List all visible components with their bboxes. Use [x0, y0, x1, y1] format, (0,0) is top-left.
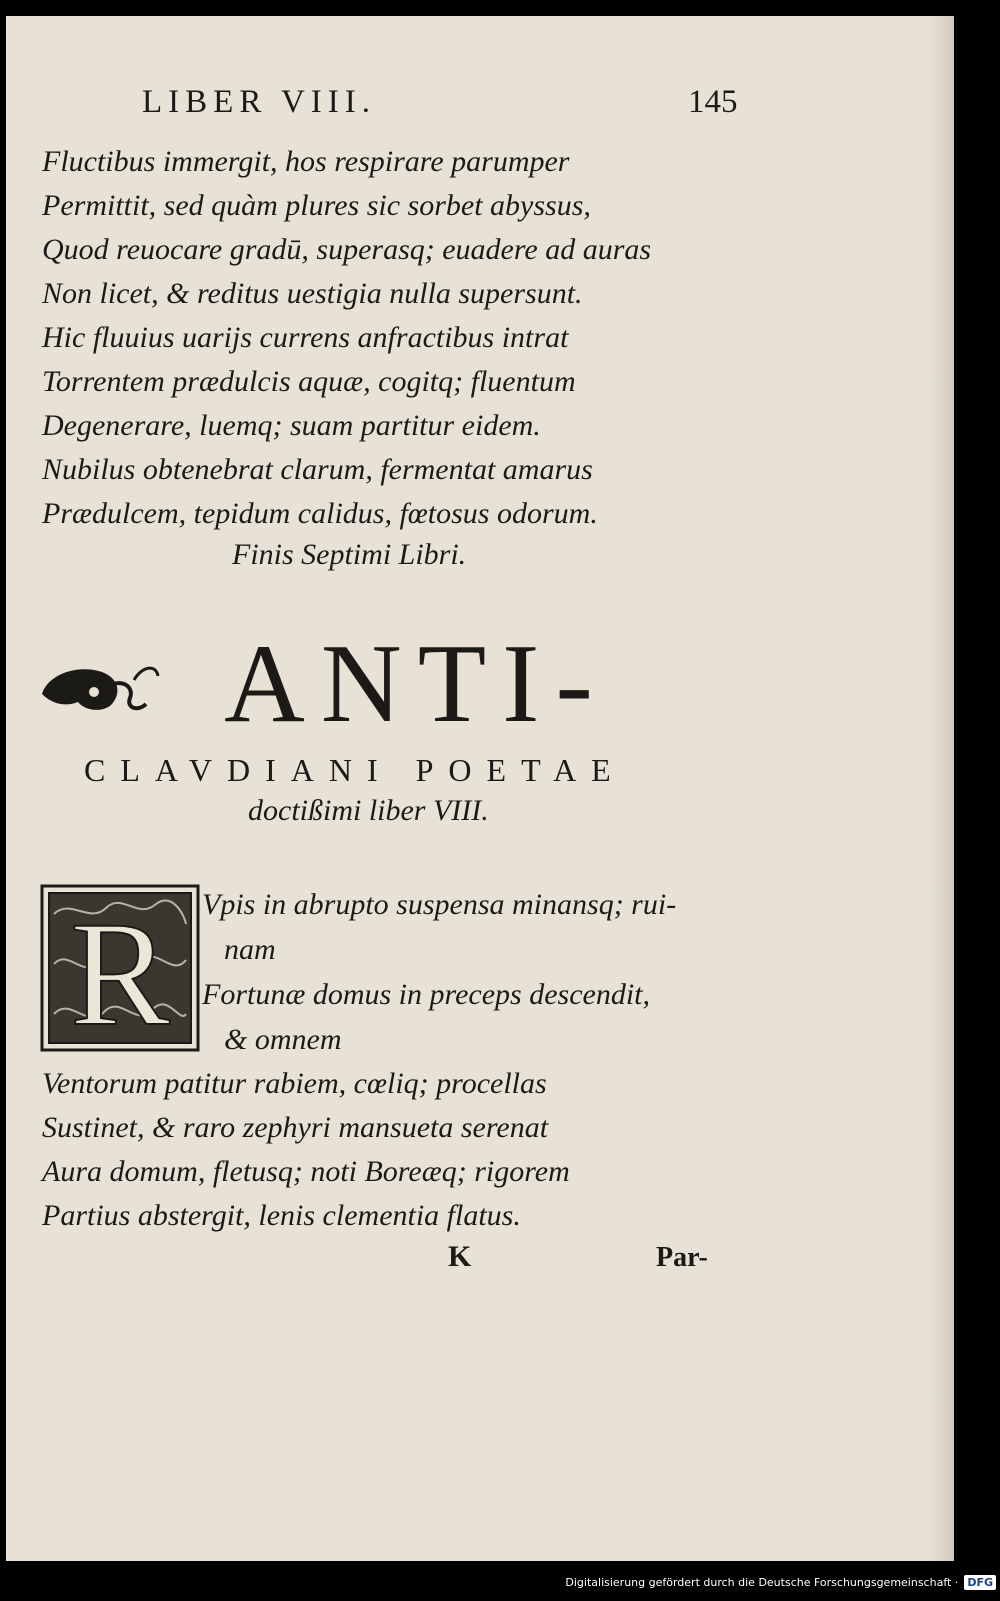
page-edge-shadow [930, 16, 954, 1561]
verse-line: Prædulcem, tepidum calidus, fœtosus odorum. [42, 497, 598, 530]
verse-line: Torrentem prædulcis aquæ, cogitq; fluentum [42, 365, 576, 398]
explicit-line: Finis Septimi Libri. [232, 538, 467, 571]
verse-line: Nubilus obtenebrat clarum, fermentat amarus [42, 453, 593, 486]
verse-line: Permittit, sed quàm plures sic sorbet abyssus, [42, 189, 591, 222]
verse-line: Partius abstergit, lenis clementia flatus. [42, 1199, 521, 1232]
verse-line: Vpis in abrupto suspensa minansq; rui- [202, 888, 677, 921]
book-title-caps: CLAVDIANI POETAE [84, 752, 626, 788]
verse-line: Sustinet, & raro zephyri mansueta serenat [42, 1111, 549, 1144]
footer-text: Digitalisierung gefördert durch die Deutsche Forschungsgemeinschaft · [565, 1575, 959, 1589]
verse-line: nam [224, 933, 276, 966]
verse-line: Fortunæ domus in preceps descendit, [202, 978, 650, 1011]
catchword: Par- [656, 1242, 708, 1273]
verse-line: Non licet, & reditus uestigia nulla supersunt. [42, 277, 583, 310]
decorated-initial-r [40, 884, 200, 1052]
initial-letter: R [69, 891, 171, 1052]
book-title-large: ANTI- [224, 622, 609, 746]
fleuron-ornament-icon [38, 646, 164, 718]
funding-footer [565, 1571, 996, 1593]
verse-line: & omnem [224, 1023, 342, 1056]
verse-line: Hic fluuius uarijs currens anfractibus intrat [42, 321, 569, 354]
verse-line: Quod reuocare gradū, superasq; euadere ad auras [42, 233, 652, 266]
running-head: LIBER VIII. [142, 84, 377, 120]
verse-block-opening [202, 882, 676, 1062]
book-page [6, 16, 954, 1561]
signature-mark: K [448, 1240, 472, 1273]
verse-block-bottom [42, 1062, 570, 1238]
verse-line: Ventorum patitur rabiem, cœliq; procellas [42, 1067, 547, 1100]
verse-line: Fluctibus immergit, hos respirare parumper [42, 145, 570, 178]
book-subtitle: doctißimi liber VIII. [248, 794, 489, 827]
verse-block-top [42, 140, 651, 536]
verse-line: Degenerare, luemq; suam partitur eidem. [42, 409, 541, 442]
page-number: 145 [688, 84, 738, 120]
dfg-logo-icon: DFG [964, 1575, 996, 1590]
verse-line: Aura domum, fletusq; noti Boreæq; rigorem [42, 1155, 570, 1188]
